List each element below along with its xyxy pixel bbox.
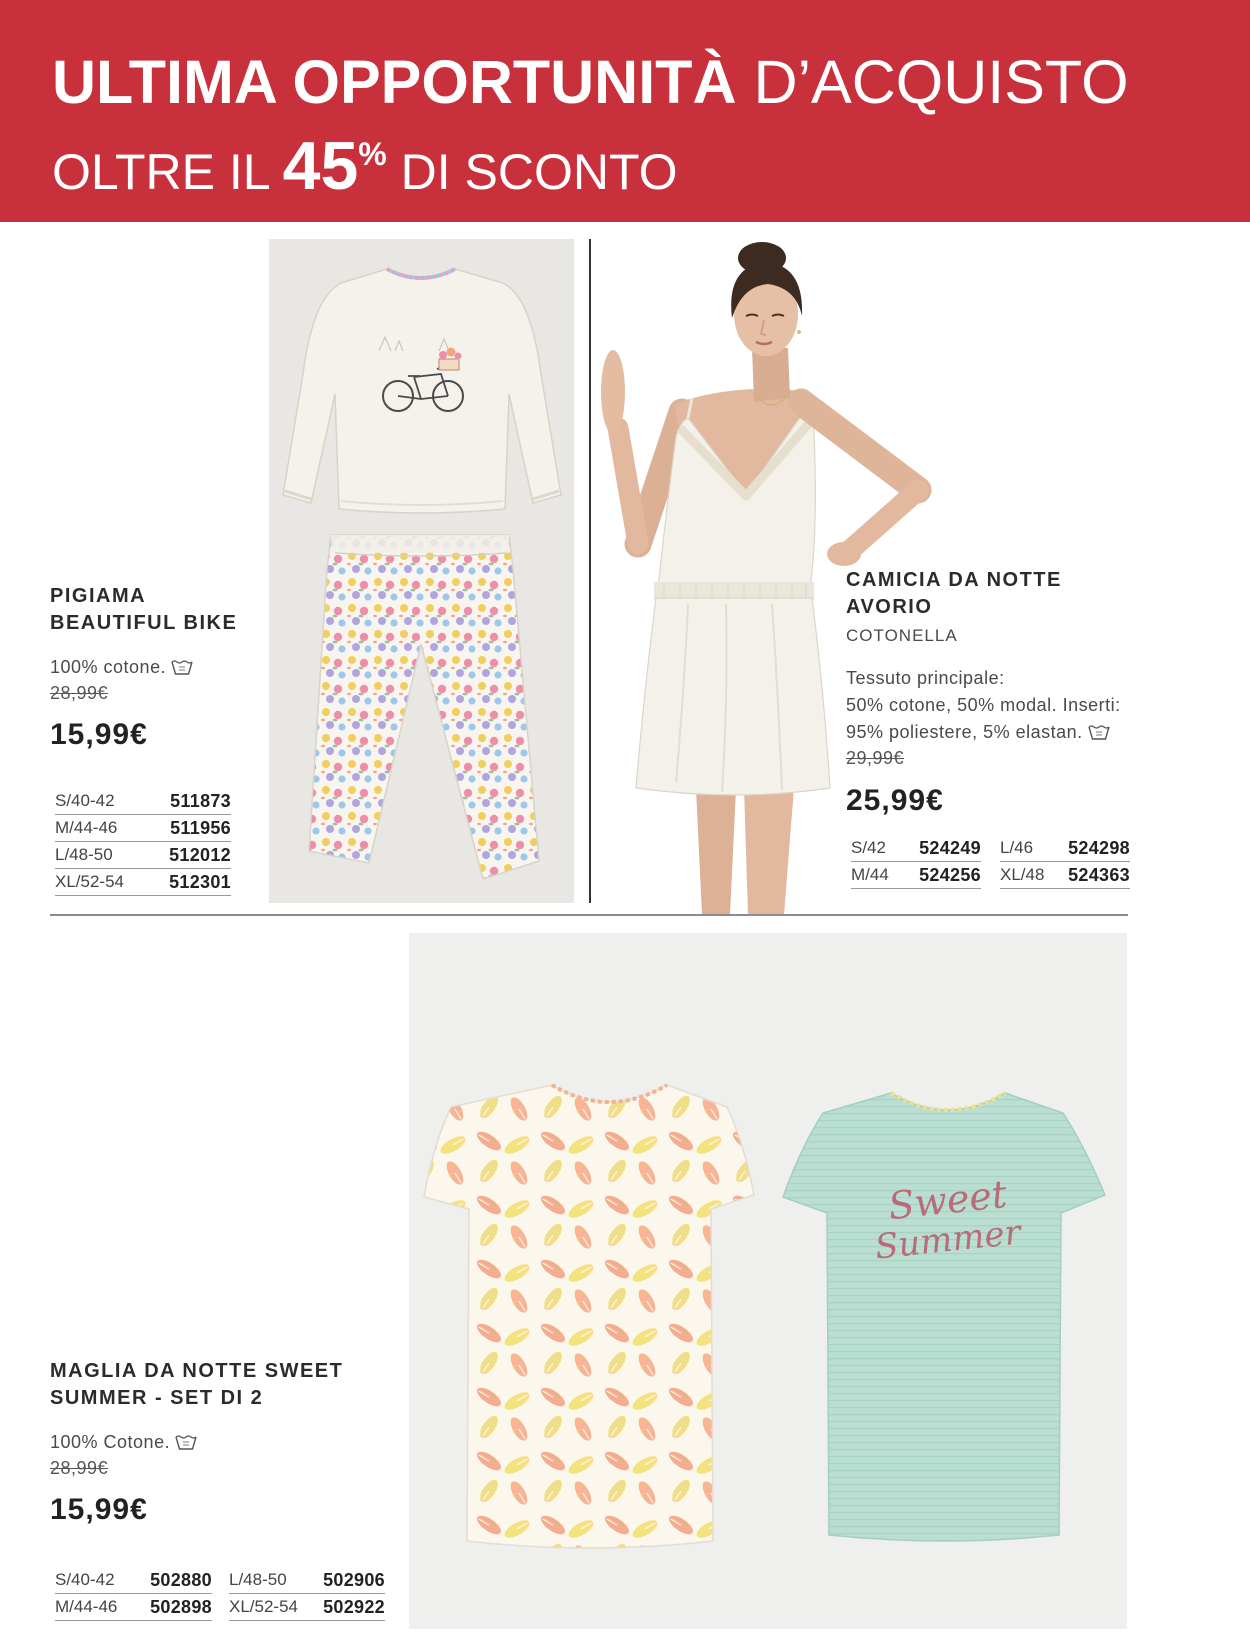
old-price: 28,99€ xyxy=(50,683,109,703)
size-label: S/40-42 xyxy=(55,791,115,810)
size-row xyxy=(55,842,231,869)
material-line: Tessuto principale: xyxy=(846,668,1005,688)
size-label: XL/48 xyxy=(1000,865,1045,884)
size-row xyxy=(55,815,231,842)
banner-title-light: D’ACQUISTO xyxy=(753,48,1129,116)
product-material xyxy=(50,1429,197,1455)
wash-icon xyxy=(1088,724,1110,740)
product-code: 511873 xyxy=(170,791,231,811)
size-row xyxy=(229,1594,385,1621)
size-row xyxy=(1000,835,1130,862)
product-material xyxy=(50,654,193,680)
shirt-print-text: Summer xyxy=(873,1212,1023,1268)
discount-value: 45 xyxy=(282,128,359,204)
banner-title-bold: ULTIMA OPPORTUNITÀ xyxy=(52,48,737,116)
product-code: 524249 xyxy=(919,838,981,858)
model-legs xyxy=(696,788,794,915)
size-table xyxy=(1000,835,1130,889)
product-name-line: BEAUTIFUL BIKE xyxy=(50,612,238,634)
product-code: 512012 xyxy=(169,845,231,865)
size-label: L/48-50 xyxy=(229,1570,287,1589)
wash-icon xyxy=(175,1434,197,1450)
size-row xyxy=(55,869,231,896)
sale-price: 15,99€ xyxy=(50,1493,148,1526)
product-code: 524298 xyxy=(1068,838,1130,858)
product-material xyxy=(846,719,1110,745)
size-label: M/44-46 xyxy=(55,818,118,837)
discount-unit: % xyxy=(358,136,387,172)
product-brand: COTONELLA xyxy=(846,626,958,645)
product-code: 512301 xyxy=(169,872,231,892)
shirt-print-text: Sweet xyxy=(886,1171,1010,1229)
material-text: 100% Cotone. xyxy=(50,1432,171,1452)
product-name-line: MAGLIA DA NOTTE SWEET xyxy=(50,1360,344,1382)
product-code: 524256 xyxy=(919,865,981,885)
product-code: 502906 xyxy=(323,1570,385,1590)
size-table xyxy=(229,1567,385,1621)
subtitle-after: DI SCONTO xyxy=(400,144,678,200)
size-label: M/44-46 xyxy=(55,1597,118,1616)
material-text: 100% cotone. xyxy=(50,657,167,677)
size-table xyxy=(55,1567,212,1621)
size-label: S/40-42 xyxy=(55,1570,115,1589)
product-code: 502880 xyxy=(150,1570,212,1590)
product-code: 502922 xyxy=(323,1597,385,1617)
nightshirt-sweet-summer xyxy=(783,1093,1105,1541)
vertical-divider xyxy=(589,239,591,903)
sale-price: 25,99€ xyxy=(846,784,944,817)
size-label: XL/52-54 xyxy=(55,872,124,891)
material-line: 95% poliestere, 5% elastan. xyxy=(846,722,1083,742)
banner-title xyxy=(52,48,1129,116)
size-row xyxy=(1000,862,1130,889)
size-row xyxy=(851,835,981,862)
product-name-line: AVORIO xyxy=(846,596,933,618)
wash-icon xyxy=(171,659,193,675)
product-code: 502898 xyxy=(150,1597,212,1617)
size-table xyxy=(55,788,231,896)
product-code: 511956 xyxy=(170,818,231,838)
size-label: M/44 xyxy=(851,865,889,884)
nightshirt-palm-print xyxy=(424,1085,754,1548)
size-row xyxy=(851,862,981,889)
size-label: XL/52-54 xyxy=(229,1597,298,1616)
old-price: 28,99€ xyxy=(50,1458,109,1478)
size-label: S/42 xyxy=(851,838,886,857)
banner-subtitle xyxy=(52,128,678,213)
product-name-line: PIGIAMA xyxy=(50,585,147,607)
size-label: L/46 xyxy=(1000,838,1034,857)
product-image-nightshirts xyxy=(409,933,1127,1629)
model-head xyxy=(731,242,802,356)
material-line: 50% cotone, 50% modal. Inserti: xyxy=(846,695,1121,715)
section-divider xyxy=(50,914,1128,916)
model-neck xyxy=(752,348,790,402)
product-image-pigiama xyxy=(269,239,574,903)
size-row xyxy=(55,788,231,815)
product-code: 524363 xyxy=(1068,865,1130,885)
size-row xyxy=(229,1567,385,1594)
size-row xyxy=(55,1567,212,1594)
old-price: 29,99€ xyxy=(846,748,905,768)
subtitle-before: OLTRE IL xyxy=(52,144,269,200)
sale-price: 15,99€ xyxy=(50,718,148,751)
size-row xyxy=(55,1594,212,1621)
product-name-line: SUMMER - SET DI 2 xyxy=(50,1387,264,1409)
size-table xyxy=(851,835,981,889)
promo-banner xyxy=(0,0,1250,222)
model-arm-right xyxy=(801,402,918,566)
size-label: L/48-50 xyxy=(55,845,113,864)
product-name-line: CAMICIA DA NOTTE xyxy=(846,569,1062,591)
